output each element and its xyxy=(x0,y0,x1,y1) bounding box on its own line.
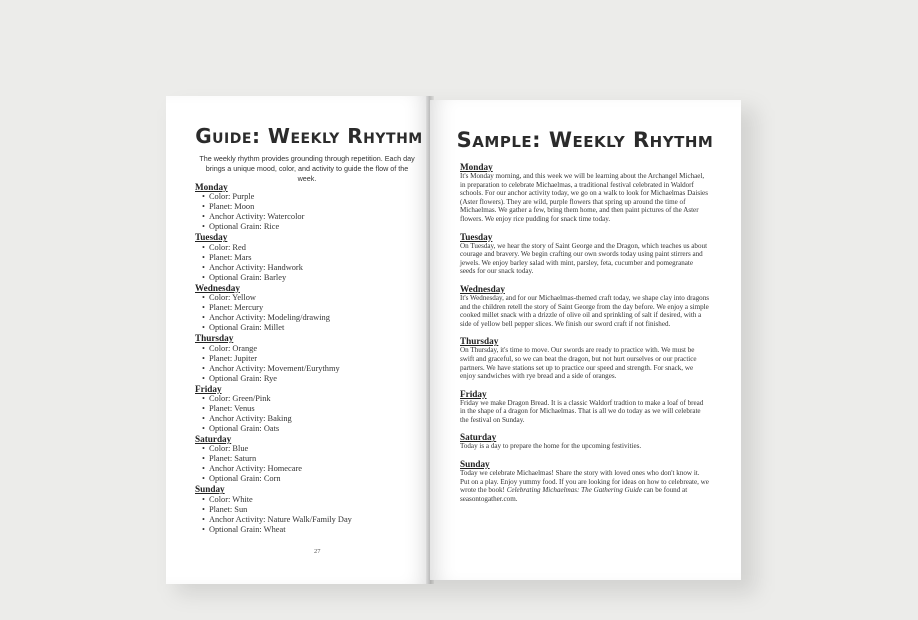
sample-day-heading: Sunday xyxy=(460,459,490,470)
sample-text-body: Today we celebrate Michaelmas! Share the story with loved ones who don't know it. Put on a play. Enjoy yummy food. If you are looking for ideas on how to celebreate, we wrote the book! xyxy=(460,469,709,495)
guide-detail-item: • Planet: Mercury xyxy=(202,303,425,313)
left-page-intro: The weekly rhythm provides grounding through repetition. Each day brings a unique mood, color, and activity to guide the flow of the week. xyxy=(199,154,415,183)
guide-day-heading: Thursday xyxy=(195,333,234,344)
sample-day-heading: Friday xyxy=(460,388,487,399)
guide-detail-item: • Anchor Activity: Modeling/drawing xyxy=(202,313,425,323)
guide-detail-item: • Anchor Activity: Nature Walk/Family Day xyxy=(202,515,425,525)
guide-detail-item: • Planet: Moon xyxy=(202,202,425,212)
guide-detail-item: • Color: Yellow xyxy=(202,293,425,303)
guide-detail-item: • Color: Orange xyxy=(202,344,425,354)
sample-day-text xyxy=(460,469,710,503)
guide-detail-item: • Optional Grain: Barley xyxy=(202,273,425,283)
guide-day-details xyxy=(195,495,425,535)
sample-day-text xyxy=(460,172,710,224)
guide-detail-item: • Color: White xyxy=(202,495,425,505)
guide-detail-item: • Anchor Activity: Watercolor xyxy=(202,212,425,222)
guide-day-heading: Saturday xyxy=(195,434,232,445)
sample-day-heading: Wednesday xyxy=(460,283,505,294)
book-title: Celebrating Michaelmas: The Gathering Guide xyxy=(506,486,642,495)
sample-day-text xyxy=(460,442,710,451)
guide-detail-item: • Optional Grain: Rice xyxy=(202,222,425,232)
sample-day-section xyxy=(460,162,710,224)
guide-detail-item: • Color: Red xyxy=(202,243,425,253)
sample-day-text xyxy=(460,346,710,380)
left-page-title: Guide: Weekly Rhythm xyxy=(195,124,423,148)
guide-day-details xyxy=(195,344,425,384)
sample-text-body: It's Monday morning, and this week we will be learning about the Archangel Michael, in preparation to celebrate Michaelmas, a traditional festival celebrated in Waldorf schools. For our anchor activity today, we go on a walk to look for Michaelmas Daisies (Aster flowers). They are wild, purple flowers that spring up around the time of Michaelmas. We gather a few, bring them home, and then paint pictures of the Aster flowers. We enjoy rice pudding for snack time today. xyxy=(460,172,708,223)
weekly-guide-list xyxy=(195,182,425,535)
guide-detail-item: • Color: Blue xyxy=(202,444,425,454)
sample-day-heading: Tuesday xyxy=(460,231,493,242)
guide-detail-item: • Planet: Saturn xyxy=(202,454,425,464)
right-page-title: Sample: Weekly Rhythm xyxy=(456,128,714,152)
guide-detail-item: • Anchor Activity: Handwork xyxy=(202,263,425,273)
guide-detail-item: • Optional Grain: Rye xyxy=(202,374,425,384)
guide-day-heading: Tuesday xyxy=(195,232,228,243)
sample-text-body: Today is a day to prepare the home for the upcoming festivities. xyxy=(460,442,642,451)
guide-detail-item: • Planet: Mars xyxy=(202,253,425,263)
sample-text-body: It's Wednesday, and for our Michaelmas-themed craft today, we shape clay into dragons and the children retell the story of Saint George from the day before. We enjoy a simple cooked millet snack with a drizzle of olive oil and sprinkling of salt if desired, with a side of yellow bell pepper slices. We finish our sword craft if not finished. xyxy=(460,293,710,328)
sample-day-section xyxy=(460,336,710,380)
sample-day-section xyxy=(460,232,710,276)
guide-detail-item: • Anchor Activity: Baking xyxy=(202,414,425,424)
sample-day-section xyxy=(460,389,710,425)
guide-detail-item: • Optional Grain: Millet xyxy=(202,323,425,333)
sample-day-text xyxy=(460,294,710,328)
guide-day-heading: Friday xyxy=(195,383,222,394)
guide-detail-item: • Anchor Activity: Homecare xyxy=(202,464,425,474)
guide-day-details xyxy=(195,192,425,232)
sample-text-after: can be found at seasontogather.com. xyxy=(460,486,688,503)
sample-text-body: Friday we make Dragon Bread. It is a classic Waldorf tradtion to make a loaf of bread in the shape of a dragon for Michaelmas. That is all we do today as we will celebrate the festival on Sunday. xyxy=(460,398,704,424)
sample-day-section xyxy=(460,284,710,328)
sample-rhythm-list xyxy=(460,162,710,511)
guide-day-heading: Monday xyxy=(195,182,228,192)
sample-day-section xyxy=(460,432,710,451)
left-page xyxy=(166,96,430,584)
sample-day-heading: Monday xyxy=(460,162,493,172)
guide-detail-item: • Color: Purple xyxy=(202,192,425,202)
sample-day-text xyxy=(460,399,710,425)
guide-detail-item: • Optional Grain: Wheat xyxy=(202,525,425,535)
right-page xyxy=(430,100,741,580)
guide-day-details xyxy=(195,243,425,283)
page-number: 27 xyxy=(314,548,321,555)
sample-day-section xyxy=(460,459,710,503)
sample-text-body: On Tuesday, we hear the story of Saint George and the Dragon, which teaches us about courage and bravery. We begin crafting our own swords today using paint stirrers and jewels. We enjoy barley salad with mint, parsley, feta, cucumber and pomegranate seeds for our snack today. xyxy=(460,241,708,276)
guide-day-details xyxy=(195,293,425,333)
guide-detail-item: • Color: Green/Pink xyxy=(202,394,425,404)
guide-day-details xyxy=(195,444,425,484)
sample-day-heading: Saturday xyxy=(460,432,497,443)
guide-detail-item: • Planet: Venus xyxy=(202,404,425,414)
guide-day-heading: Wednesday xyxy=(195,282,240,293)
guide-detail-item: • Anchor Activity: Movement/Eurythmy xyxy=(202,364,425,374)
guide-detail-item: • Planet: Sun xyxy=(202,505,425,515)
sample-text-body: On Thursday, it's time to move. Our swords are ready to practice with. We must be swift and graceful, so we can beat the dragon, but not hurt ourselves or our practice partners. We have stations set up to practice our speed and strength. For snack, we enjoy sandwiches with rye bread and a side of oranges. xyxy=(460,346,697,381)
guide-detail-item: • Planet: Jupiter xyxy=(202,354,425,364)
sample-day-text xyxy=(460,242,710,276)
guide-day-heading: Sunday xyxy=(195,484,225,495)
guide-detail-item: • Optional Grain: Oats xyxy=(202,424,425,434)
guide-day-details xyxy=(195,394,425,434)
guide-detail-item: • Optional Grain: Corn xyxy=(202,474,425,484)
sample-day-heading: Thursday xyxy=(460,336,499,347)
